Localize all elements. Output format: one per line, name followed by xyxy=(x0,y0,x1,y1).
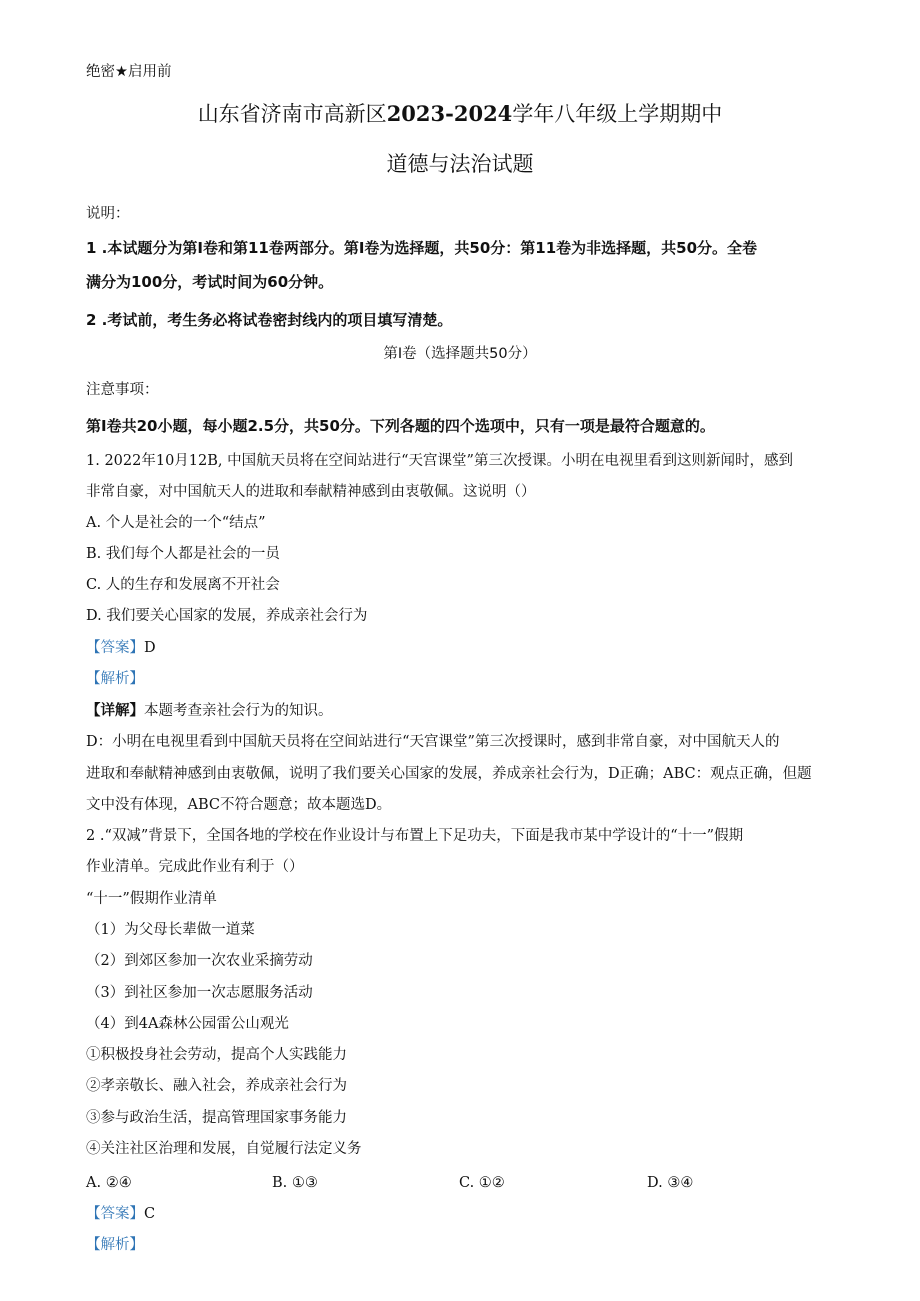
title-term: 学年八年级上学期期中 xyxy=(512,102,723,126)
exam-title-line2: 道德与法治试题 xyxy=(386,152,534,176)
q1-stem-line2: 非常自豪，对中国航天人的进取和奉献精神感到由衷敬佩。这说明（） xyxy=(86,484,536,500)
title-region: 山东省济南市高新区 xyxy=(197,102,387,126)
q2-statement: ③参与政治生活，提高管理国家事务能力 xyxy=(86,1110,347,1126)
q1-explanation-line1: D：小明在电视里看到中国航天员将在空间站进行“天宫课堂”第三次授课时，感到非常自豪，对中国航天人的 xyxy=(86,734,780,750)
q1-analysis-tag: 【解析】 xyxy=(86,671,144,687)
q2-analysis-tag: 【解析】 xyxy=(86,1237,144,1253)
q2-stem-line1: 2 .“双减”背景下，全国各地的学校在作业设计与布置上下足功夫，下面是我市某中学设计的“十一”假期 xyxy=(86,828,744,844)
q2-list-item: （2）到郊区参加一次农业采摘劳动 xyxy=(86,953,313,969)
q2-option-b: B. ①③ xyxy=(272,1175,318,1191)
instruction-item-2: 2 .考试前，考生务必将试卷密封线内的项目填写清楚。 xyxy=(86,311,453,329)
q1-explanation-line2: 进取和奉献精神感到由衷敬佩，说明了我们要关心国家的发展，养成亲社会行为，D正确；ABC：观点正确，但题 xyxy=(86,766,812,782)
notes-text: 第Ⅰ卷共20小题，每小题2.5分，共50分。下列各题的四个选项中，只有一项是最符合题意的。 xyxy=(86,417,715,435)
q1-option-b: B. 我们每个人都是社会的一员 xyxy=(86,546,280,562)
secret-label: 绝密★启用前 xyxy=(86,64,172,80)
q2-statement: ④关注社区治理和发展，自觉履行法定义务 xyxy=(86,1141,362,1157)
instruction-item-1-line1: 1 .本试题分为第Ⅰ卷和第11卷两部分。第Ⅰ卷为选择题，共50分：第11卷为非选择题，共50分。全卷 xyxy=(86,239,758,257)
q2-option-d: D. ③④ xyxy=(647,1175,694,1191)
q1-detail xyxy=(86,701,333,721)
instruction-item-1-line2: 满分为100分，考试时间为60分钟。 xyxy=(86,273,334,291)
exam-title-line1 xyxy=(0,100,920,128)
q2-option-c: C. ①② xyxy=(459,1175,505,1191)
q1-answer xyxy=(86,638,156,658)
q2-statement: ②孝亲敬长、融入社会，养成亲社会行为 xyxy=(86,1078,347,1094)
q2-stem-line2: 作业清单。完成此作业有利于（） xyxy=(86,859,304,875)
q1-option-c: C. 人的生存和发展离不开社会 xyxy=(86,577,280,593)
q2-option-a: A. ②④ xyxy=(86,1175,132,1191)
q1-explanation-line3: 文中没有体现，ABC不符合题意；故本题选D。 xyxy=(86,797,392,813)
answer-value: C xyxy=(144,1206,156,1222)
q1-option-d: D. 我们要关心国家的发展，养成亲社会行为 xyxy=(86,608,368,624)
instructions-label: 说明： xyxy=(86,206,130,222)
answer-tag: 【答案】 xyxy=(86,640,144,656)
title-year: 2023-2024 xyxy=(386,101,513,126)
q1-option-a: A. 个人是社会的一个“结点” xyxy=(86,515,266,531)
section-heading: 第Ⅰ卷（选择题共50分） xyxy=(383,346,537,362)
q1-stem-line1: 1. 2022年10月12B, 中国航天员将在空间站进行“天宫课堂”第三次授课。小明在电视里看到这则新闻时，感到 xyxy=(86,453,793,469)
q2-answer xyxy=(86,1204,155,1224)
q2-list-item: （4）到4A森林公园雷公山观光 xyxy=(86,1016,289,1032)
q2-statement: ①积极投身社会劳动，提高个人实践能力 xyxy=(86,1047,347,1063)
q2-list-title: “十一”假期作业清单 xyxy=(86,891,217,907)
q2-list-item: （3）到社区参加一次志愿服务活动 xyxy=(86,985,313,1001)
q2-list-item: （1）为父母长辈做一道菜 xyxy=(86,922,255,938)
detail-text: 本题考查亲社会行为的知识。 xyxy=(144,703,333,719)
answer-value: D xyxy=(144,640,156,656)
answer-tag: 【答案】 xyxy=(86,1206,144,1222)
detail-tag: 【详解】 xyxy=(86,703,144,719)
notes-label: 注意事项： xyxy=(86,382,159,398)
